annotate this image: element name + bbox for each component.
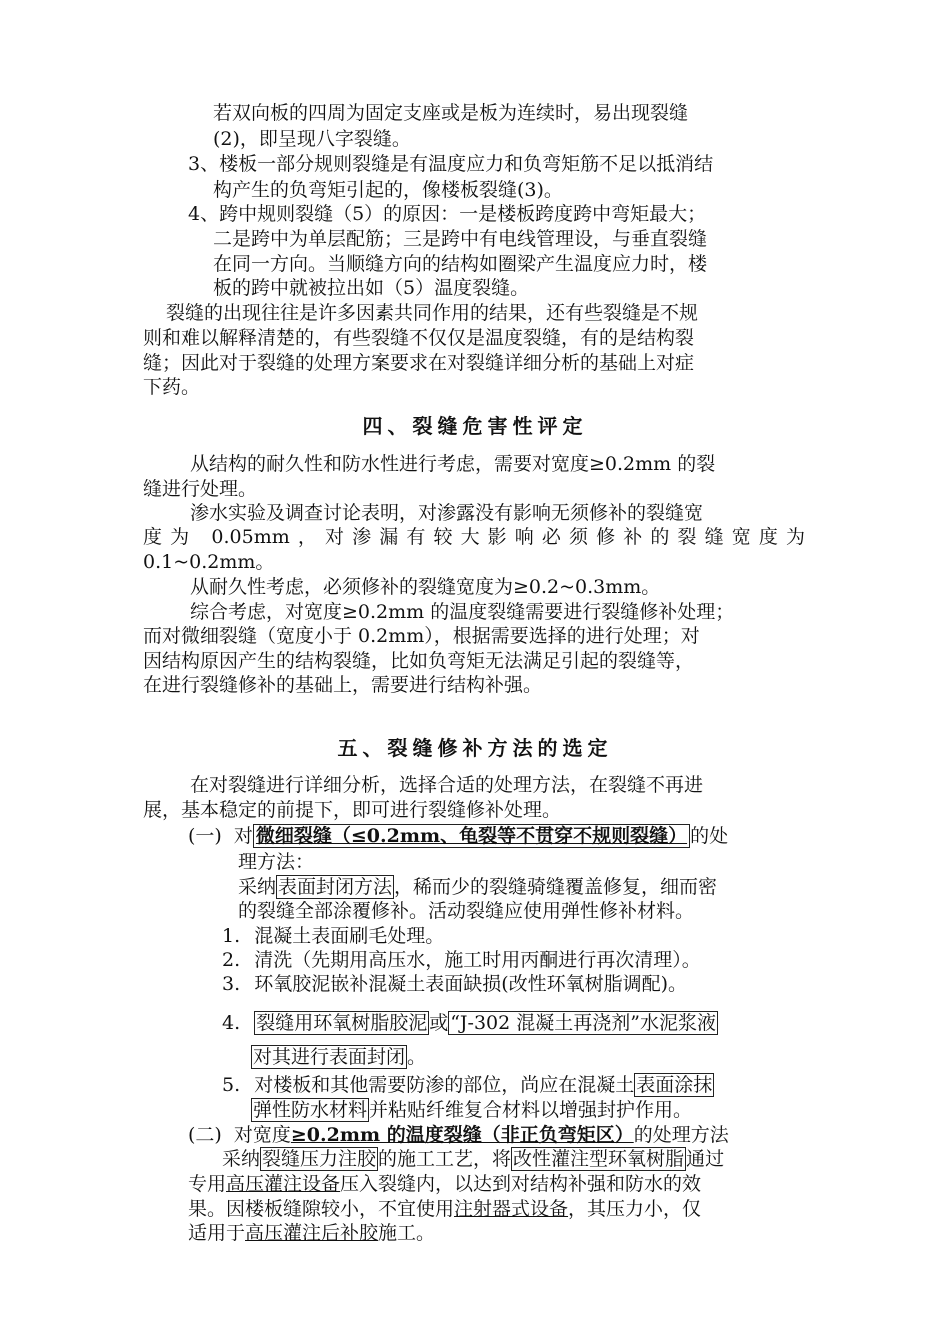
paragraph-line: 渗水实验及调查讨论表明，对渗露没有影响无须修补的裂缝宽	[190, 502, 704, 524]
text-line	[251, 1097, 692, 1123]
boxed-term: 裂缝用环氧树脂胶泥	[256, 1012, 428, 1034]
subsection-two	[188, 1122, 729, 1148]
text-line	[251, 1044, 426, 1070]
text-line	[222, 1146, 724, 1172]
paragraph-line: 缝；因此对于裂缝的处理方案要求在对裂缝详细分析的基础上对症	[143, 352, 695, 374]
step-text: 环氧胶泥嵌补混凝土表面缺损(改性环氧树脂调配)。	[254, 973, 688, 995]
section-heading-4: 四、裂缝危害性评定	[362, 414, 588, 438]
step-3	[222, 971, 687, 997]
text-run: 适用于	[188, 1222, 246, 1244]
underlined-term: 高压灌注设备	[226, 1173, 341, 1195]
text-run: 。	[407, 1046, 427, 1068]
text-run: 压入裂缝内，以达到对结构补强和防水的效	[340, 1173, 702, 1195]
text-line: 理方法：	[238, 851, 315, 873]
section-heading-5: 五、裂缝修补方法的选定	[337, 736, 613, 760]
text-run: 果。因楼板缝隙较小，不宜使用	[188, 1198, 455, 1220]
boxed-term: 弹性防水材料	[253, 1099, 368, 1121]
text-line: 的裂缝全部涂覆修补。活动裂缝应使用弹性修补材料。	[238, 900, 695, 922]
text-run: 的施工工艺，将	[378, 1148, 512, 1170]
text-run: 采纳	[222, 1148, 261, 1170]
text-run: 施工。	[378, 1222, 436, 1244]
paragraph-line: 在进行裂缝修补的基础上，需要进行结构补强。	[143, 674, 543, 696]
text-line: 板的跨中就被拉出如（5）温度裂缝。	[213, 277, 530, 299]
paragraph-line: 因结构原因产生的结构裂缝，比如负弯矩无法满足引起的裂缝等，	[143, 650, 695, 672]
boxed-term: 改性灌注型环氧树脂	[513, 1148, 685, 1170]
subsection-one	[188, 823, 728, 849]
text-run: ，其压力小，仅	[568, 1198, 702, 1220]
list-item-4: 4、跨中规则裂缝（5）的原因：一是楼板跨度跨中弯矩最大；	[188, 203, 707, 225]
text-line	[188, 1196, 701, 1222]
text-run: 对	[233, 825, 253, 847]
step-2	[222, 947, 701, 973]
text-line	[188, 1171, 701, 1197]
step-number: 5.	[222, 1074, 241, 1096]
subsection-number: (二)	[188, 1124, 222, 1146]
text-run: 的处理方法	[633, 1124, 729, 1146]
step-text: 清洗（先期用高压水，施工时用丙酮进行再次清理）。	[254, 949, 701, 971]
text-run: 对宽度	[233, 1124, 291, 1146]
text-line	[238, 874, 717, 900]
text-run: 的处	[690, 825, 729, 847]
step-5	[222, 1072, 714, 1098]
paragraph-line: 裂缝的出现往往是许多因素共同作用的结果，还有些裂缝是不规	[166, 302, 699, 324]
paragraph-line: 缝进行处理。	[143, 478, 258, 500]
text-line	[188, 1220, 435, 1246]
boxed-term: 对其进行表面封闭	[253, 1046, 406, 1068]
underlined-term: 高压灌注后补胶	[245, 1222, 379, 1244]
paragraph-line: 度为 0.05mm，对渗漏有较大影响必须修补的裂缝宽度为	[143, 526, 805, 548]
boxed-term: 裂缝压力注胶	[262, 1148, 377, 1170]
step-text: 混凝土表面刷毛处理。	[254, 925, 445, 947]
text-run: 通过	[686, 1148, 725, 1170]
paragraph-line: 0.1~0.2mm。	[143, 551, 275, 573]
step-4	[222, 1010, 718, 1036]
step-number: 1.	[222, 925, 241, 947]
paragraph-line: 从结构的耐久性和防水性进行考虑，需要对宽度≥0.2mm 的裂	[190, 453, 716, 475]
step-text: 对楼板和其他需要防渗的部位，尚应在混凝土	[254, 1074, 635, 1096]
step-number: 2.	[222, 949, 241, 971]
emphasis-text: 微细裂缝（≤0.2mm、龟裂等不贯穿不规则裂缝）	[253, 824, 690, 848]
paragraph-line: 而对微细裂缝（宽度小于 0.2mm），根据需要选择的进行处理；对	[143, 625, 700, 647]
step-1	[222, 923, 444, 949]
boxed-term: “J-302 混凝土再浇剂”水泥浆液	[450, 1012, 716, 1034]
text-line: 二是跨中为单层配筋；三是跨中有电线管理设，与垂直裂缝	[213, 228, 708, 250]
paragraph-line: 在对裂缝进行详细分析，选择合适的处理方法，在裂缝不再进	[190, 774, 704, 796]
text-run: 或	[429, 1012, 449, 1034]
text-run: 专用	[188, 1173, 227, 1195]
paragraph-line: 下药。	[143, 376, 201, 398]
step-number: 3.	[222, 973, 241, 995]
text-line: (2)，即呈现八字裂缝。	[213, 128, 411, 150]
text-line: 若双向板的四周为固定支座或是板为连续时，易出现裂缝	[213, 102, 689, 124]
emphasis-text: ≥0.2mm 的温度裂缝（非正负弯矩区）	[290, 1124, 634, 1146]
paragraph-line: 综合考虑，对宽度≥0.2mm 的温度裂缝需要进行裂缝修补处理；	[190, 601, 735, 623]
underlined-term: 注射器式设备	[454, 1198, 569, 1220]
text-run: ，稀而少的裂缝骑缝覆盖修复，细而密	[394, 876, 718, 898]
paragraph-line: 展，基本稳定的前提下，即可进行裂缝修补处理。	[143, 799, 562, 821]
boxed-term: 表面封闭方法	[278, 876, 393, 898]
step-number: 4.	[222, 1012, 241, 1034]
list-item-3: 3、楼板一部分规则裂缝是有温度应力和负弯矩筋不足以抵消结	[188, 153, 714, 175]
boxed-term: 表面涂抹	[636, 1074, 713, 1096]
subsection-number: (一)	[188, 825, 222, 847]
text-line: 在同一方向。当顺缝方向的结构如圈梁产生温度应力时，楼	[213, 253, 708, 275]
paragraph-line: 则和难以解释清楚的，有些裂缝不仅仅是温度裂缝，有的是结构裂	[143, 327, 695, 349]
paragraph-line: 从耐久性考虑，必须修补的裂缝宽度为≥0.2~0.3mm。	[190, 576, 661, 598]
text-line: 构产生的负弯矩引起的，像楼板裂缝(3)。	[213, 179, 563, 201]
text-run: 并粘贴纤维复合材料以增强封护作用。	[369, 1099, 693, 1121]
text-run: 采纳	[238, 876, 277, 898]
